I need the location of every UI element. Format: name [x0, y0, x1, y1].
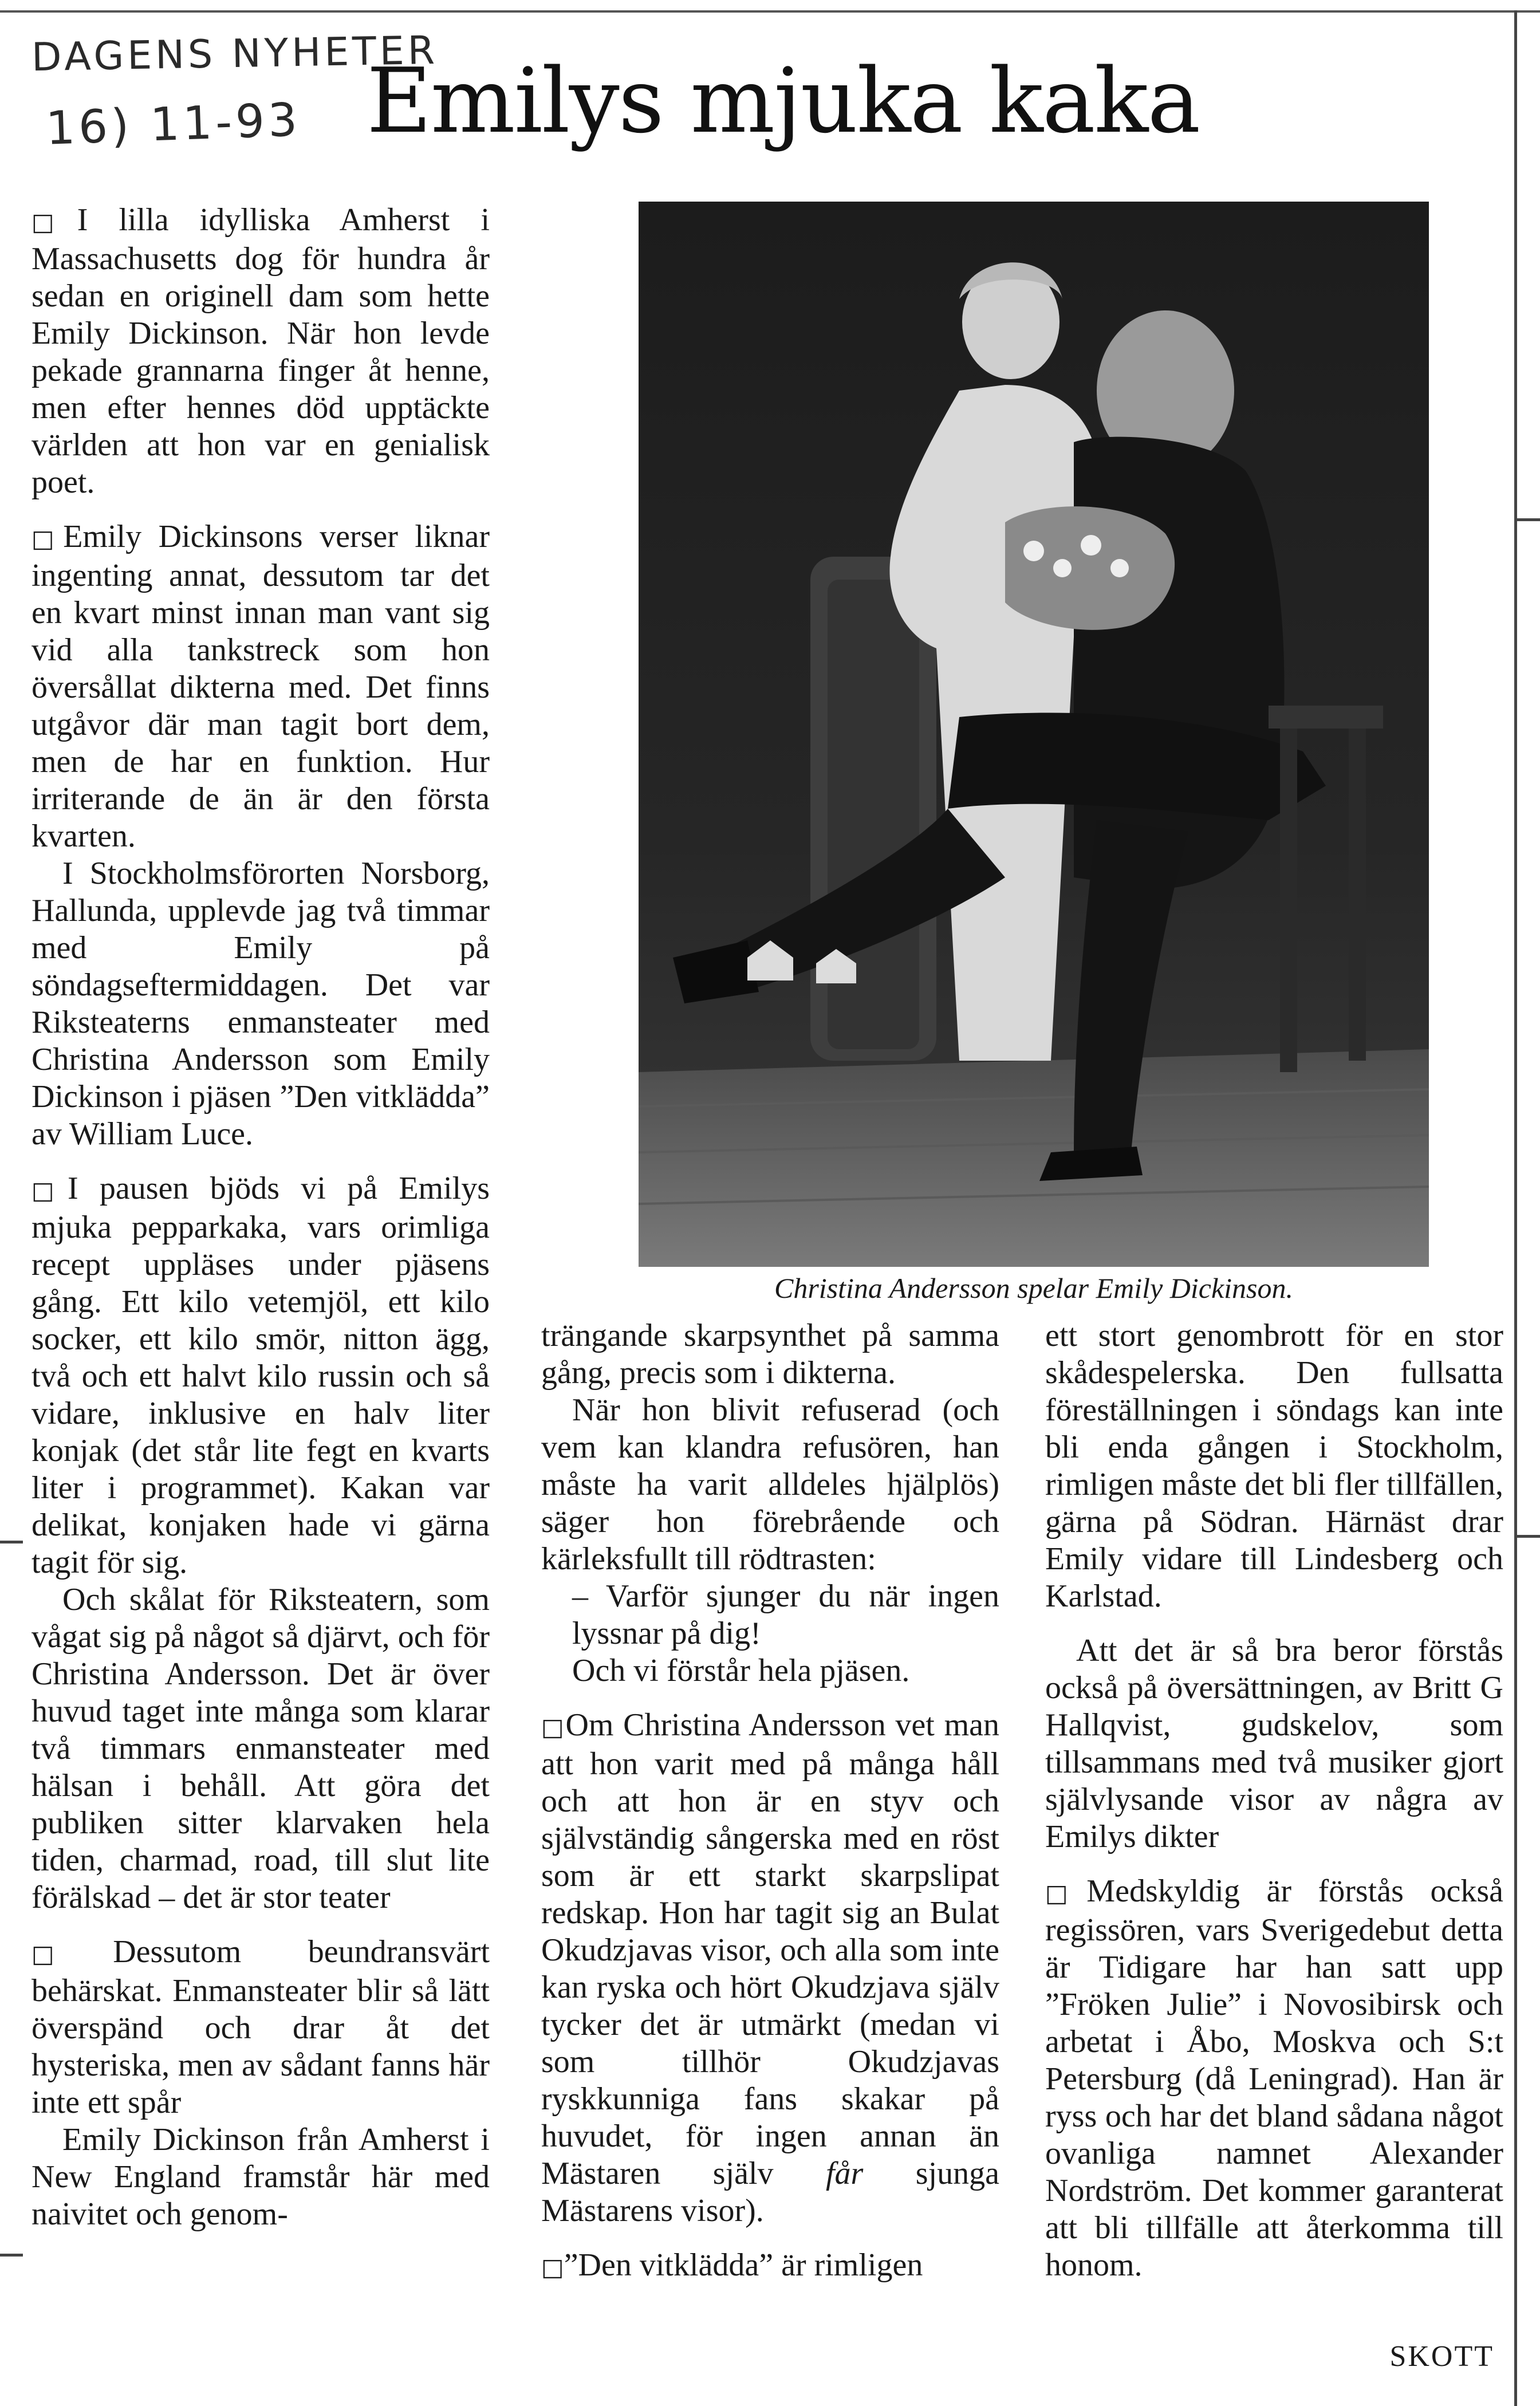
paragraph-marker-icon: □ — [31, 525, 64, 553]
author-signature: SKOTT — [1389, 2340, 1494, 2373]
paragraph-marker-icon: □ — [541, 1713, 566, 1741]
paragraph: Att det är så bra beror förstås också på översättningen, av Britt G Hallqvist, gudskelov, som tillsammans med två musiker gjort självlysande visor av några av Emilys dikter — [1045, 1633, 1503, 1854]
fold-mark-right — [1517, 518, 1540, 521]
article-column-1 — [31, 202, 490, 2233]
handwritten-date-note: 16) 11-93 — [45, 93, 302, 155]
article-column-2 — [541, 1317, 999, 2286]
paragraph: □I pausen bjöds vi på Emilys mjuka pepparkaka, vars orimliga recept uppläses under pjäsens gång. Ett kilo vetemjöl, ett kilo socker, ett kilo smör, nitton ägg, två och ett halvt kilo russin och så vidare, inklusive en halv liter konjak (det står lite fegt en kvarts liter i programmet). Kakan var delikat, konjaken hade vi gärna tagit för sig. — [31, 1171, 490, 1580]
paragraph: □Om Christina Andersson vet man att hon varit med på många håll och att hon är en styv och självständig sångerska med en röst som är ett starkt skarpslipat redskap. Hon har tagit sig an Bulat Okudzjavas visor, och alla som inte kan ryska och hört Okudzjava själv tycker det är utmärkt (medan vi som tillhör Okudzjavas ryskkunniga fans skakar på huvudet, för ingen annan än Mästaren själv får sjunga Mästarens visor). — [541, 1707, 1000, 2228]
article-column-3 — [1045, 1317, 1503, 2284]
fold-mark-left — [0, 2254, 23, 2257]
clipping-top-border — [0, 10, 1540, 13]
paragraph: När hon blivit refuserad (och vem kan klandra refusören, han måste ha varit alldeles hjälplös) säger hon förebrående och kärleksfullt till rödtrasten: — [541, 1392, 999, 1577]
paragraph: Och skålat för Riksteatern, som vågat sig på något så djärvt, och för Christina Andersson. Det är över huvud taget inte många som klarar två timmars enmansteater med hälsan i behåll. Att göra det publiken sitter klarvaken hela tiden, charmad, road, till slut lite förälskad – det är stor teater — [31, 1582, 490, 1915]
handwritten-source-note: DAGENS NYHETER — [31, 27, 439, 81]
photo-caption: Christina Andersson spelar Emily Dickinson. — [774, 1272, 1293, 1304]
paragraph-marker-icon: □ — [541, 2253, 564, 2281]
paragraph-marker-icon: □ — [31, 1176, 68, 1204]
paragraph: □Emily Dickinsons verser liknar ingenting annat, dessutom tar det en kvart minst innan man vant sig vid alla tankstreck som hon översållat dikterna med. Det finns utgåvor där man tagit bort dem, men de har en funktion. Hur irriterande de än är den första kvarten. — [31, 519, 490, 854]
fold-mark-right — [1517, 1535, 1540, 1538]
quote-line: – Varför sjunger du när ingen lyssnar på dig! — [572, 1578, 999, 1651]
paragraph-marker-icon: □ — [31, 208, 77, 236]
paragraph-marker-icon: □ — [1045, 1879, 1087, 1907]
fold-mark-left — [0, 1541, 23, 1543]
paragraph: Och vi förstår hela pjäsen. — [572, 1653, 910, 1688]
clipping-right-border — [1514, 10, 1517, 2406]
article-photo — [639, 202, 1429, 1267]
paragraph: Emily Dickinson från Amherst i New England framstår här med naivitet och genom- — [31, 2122, 490, 2232]
paragraph-marker-icon: □ — [31, 1940, 113, 1968]
paragraph: □Medskyldig är förstås också regissören, vars Sverigedebut detta är Tidigare har han satt upp ”Fröken Julie” i Novosibirsk och arbetat i Åbo, Moskva och S:t Petersburg (då Leningrad). Han är ryss och har det bland sådana något ovanliga namnet Alexander Nordström. Det kommer garanterat att bli tillfälle att återkomma till honom. — [1045, 1873, 1503, 2283]
article-headline: Emilys mjuka kaka — [367, 49, 1200, 153]
paragraph: □Dessutom beundransvärt behärskat. Enmansteater blir så lätt överspänd och drar åt det hysteriska, men av sådant fanns här inte ett spår — [31, 1934, 490, 2120]
paragraph: □”Den vitklädda” är rimligen — [541, 2247, 923, 2283]
stage-photo-illustration — [639, 202, 1429, 1267]
paragraph: I Stockholmsförorten Norsborg, Hallunda, upplevde jag två timmar med Emily på söndagseftermiddagen. Det var Riksteaterns enmansteater med Christina Andersson som Emily Dickinson i pjäsen ”Den vitklädda” av William Luce. — [31, 856, 490, 1152]
paragraph: □I lilla idylliska Amherst i Massachusetts dog för hundra år sedan en originell dam som hette Emily Dickinson. När hon levde pekade grannarna finger åt henne, men efter hennes död upptäckte världen att hon var en genialisk poet. — [31, 202, 490, 500]
paragraph: ett stort genombrott för en stor skådespelerska. Den fullsatta föreställningen i söndags kan inte bli enda gången i Stockholm, rimligen måste det bli fler tillfällen, gärna på Södran. Härnäst drar Emily vidare till Lindesberg och Karlstad. — [1045, 1318, 1503, 1614]
paragraph: trängande skarpsynthet på samma gång, precis som i dikterna. — [541, 1318, 999, 1391]
